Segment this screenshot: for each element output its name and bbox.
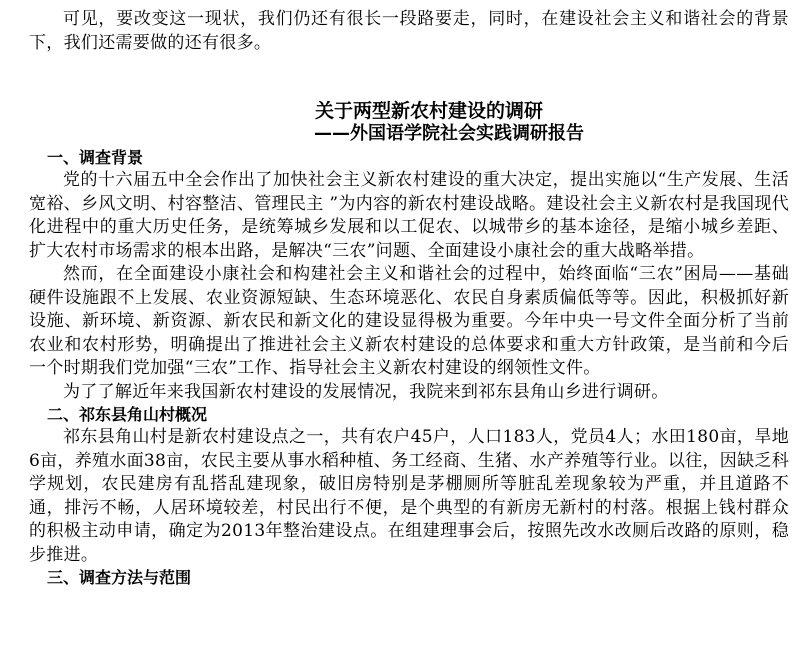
- background-paragraph-2: 然而，在全面建设小康社会和构建社会主义和谐社会的过程中，始终面临“三农”困局——基础硬件设施跟不上发展、农业资源短缺、生态环境恶化、农民自身素质偏低等等。因此，积极抓好新设施、新环境、新资源、新农民和新文化的建设显得极为重要。今年中央一号文件全面分析了当前农业和农村形势，明确提出了推进社会主义新农村建设的总体要求和重大方针政策，是当前和今后一个时期我们党加强“三农”工作、指导社会主义新农村建设的纲领性文件。: [29, 264, 789, 378]
- section-heading-village-overview: 二、祁东县角山村概况: [47, 405, 208, 424]
- intro-paragraph: 可见，要改变这一现状，我们仍还有很长一段路要走，同时，在建设社会主义和谐社会的背景下，我们还需要做的还有很多。: [29, 9, 789, 53]
- background-paragraph-1: 党的十六届五中全会作出了加快社会主义新农村建设的重大决定，提出实施以“生产发展、生活宽裕、乡风文明、村容整洁、管理民主 ”为内容的新农村建设战略。建设社会主义新农村是我国现代化进程中的重大历史任务，是统筹城乡发展和以工促农、以城带乡的基本途径，是缩小城乡差距、扩大农村市场需求的根本出路，是解决“三农”问题、全面建设小康社会的重大战略举措。: [29, 170, 789, 261]
- report-title: 关于两型新农村建设的调研: [314, 100, 543, 122]
- section-heading-background: 一、调查背景: [47, 148, 144, 167]
- background-paragraph-3: 为了了解近年来我国新农村建设的发展情况，我院来到祁东县角山乡进行调研。: [63, 381, 669, 402]
- section-heading-methods-scope: 三、调查方法与范围: [47, 568, 192, 587]
- village-overview-paragraph: 祁东县角山村是新农村建设点之一，共有农户45户，人口183人，党员4人；水田180亩，旱地6亩，养殖水面38亩，农民主要从事水稻种植、务工经商、生猪、水产养殖等行业。以往，因缺乏科学规划，农民建房有乱搭乱建现象，破旧房特别是茅棚厕所等脏乱差现象较为严重，并且道路不通，排污不畅，人居环境较差，村民出行不便，是个典型的有新房无新村的村落。根据上钱村群众的积极主动申请，确定为2013年整治建设点。在组建理事会后，按照先改水改厕后改路的原则，稳步推进。: [29, 427, 789, 565]
- document-page: [29, 8, 789, 589]
- report-subtitle: ——外国语学院社会实践调研报告: [314, 123, 584, 144]
